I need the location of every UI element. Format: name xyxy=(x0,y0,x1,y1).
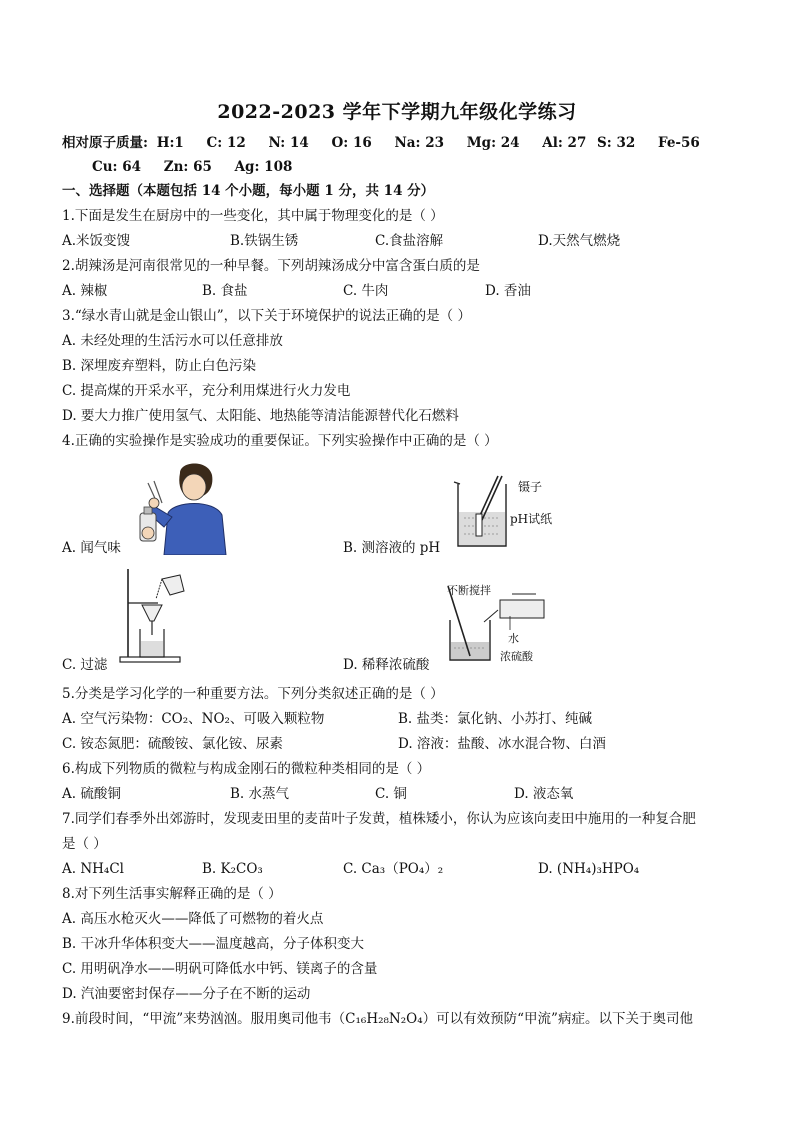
water-label: 水 xyxy=(508,632,519,645)
atomic-mass-item: H:1 xyxy=(156,135,184,151)
question-7-stem-cont: 是（ ） xyxy=(62,836,107,852)
q2-option-c: C. 牛肉 xyxy=(343,283,389,299)
ph-test-figure xyxy=(452,470,512,550)
q1-option-b: B.铁锅生锈 xyxy=(230,233,299,249)
question-5-stem: 5.分类是学习化学的一种重要方法。下列分类叙述正确的是（ ） xyxy=(62,686,444,702)
q1-option-c: C.食盐溶解 xyxy=(375,233,444,249)
atomic-mass-label: 相对原子质量: xyxy=(62,135,148,151)
atomic-mass-item: Al: 27 xyxy=(542,135,587,151)
conc-acid-label: 浓硫酸 xyxy=(500,650,533,663)
stir-label: 不断搅拌 xyxy=(447,584,491,597)
atomic-mass-item: Na: 23 xyxy=(394,135,444,151)
page-title: 2022-2023 学年下学期九年级化学练习 xyxy=(217,101,577,123)
q3-option-c: C. 提高煤的开采水平，充分利用煤进行火力发电 xyxy=(62,383,351,399)
q7-option-c: C. Ca₃（PO₄）₂ xyxy=(343,861,444,877)
q4-option-a: A. 闻气味 xyxy=(62,540,121,556)
question-3-stem: 3.“绿水青山就是金山银山”，以下关于环境保护的说法正确的是（ ） xyxy=(62,308,471,324)
q3-option-d: D. 要大力推广使用氢气、太阳能、地热能等清洁能源替代化石燃料 xyxy=(62,408,459,424)
q6-option-b: B. 水蒸气 xyxy=(230,786,290,802)
q1-option-d: D.天然气燃烧 xyxy=(538,233,621,249)
q2-option-b: B. 食盐 xyxy=(202,283,248,299)
q5-option-a: A. 空气污染物：CO₂、NO₂、可吸入颗粒物 xyxy=(62,711,325,727)
question-7-stem: 7.同学们春季外出郊游时，发现麦田里的麦苗叶子发黄，植株矮小，你认为应该向麦田中施用的一种复合肥 xyxy=(62,811,696,827)
q8-option-a: A. 高压水枪灭火——降低了可燃物的着火点 xyxy=(62,911,324,927)
q8-option-b: B. 干冰升华体积变大——温度越高，分子体积变大 xyxy=(62,936,365,952)
q8-option-d: D. 汽油要密封保存——分子在不断的运动 xyxy=(62,986,311,1002)
atomic-mass-row-2 xyxy=(92,158,310,176)
atomic-mass-row-1 xyxy=(62,134,718,152)
atomic-mass-item: O: 16 xyxy=(331,135,372,151)
q4-option-d: D. 稀释浓硫酸 xyxy=(343,657,430,673)
q8-option-c: C. 用明矾净水——明矾可降低水中钙、镁离子的含量 xyxy=(62,961,378,977)
q3-option-a: A. 未经处理的生活污水可以任意排放 xyxy=(62,333,283,349)
question-9-stem: 9.前段时间，“甲流”来势汹汹。服用奥司他韦（C₁₆H₂₈N₂O₄）可以有效预防“甲流”病症。以下关于奥司他 xyxy=(62,1011,693,1027)
q4-option-c: C. 过滤 xyxy=(62,657,108,673)
smell-gas-figure xyxy=(128,455,228,555)
atomic-mass-item: N: 14 xyxy=(268,135,309,151)
q2-option-d: D. 香油 xyxy=(485,283,531,299)
ph-paper-label: pH试纸 xyxy=(510,512,553,526)
question-4-stem: 4.正确的实验操作是实验成功的重要保证。下列实验操作中正确的是（ ） xyxy=(62,433,498,449)
q6-option-d: D. 液态氧 xyxy=(514,786,574,802)
q4-option-b: B. 测溶液的 pH xyxy=(343,540,441,556)
atomic-mass-item: C: 12 xyxy=(206,135,246,151)
q5-option-b: B. 盐类：氯化钠、小苏打、纯碱 xyxy=(398,711,593,727)
q5-option-c: C. 铵态氮肥：硫酸铵、氯化铵、尿素 xyxy=(62,736,283,752)
section-heading: 一、选择题（本题包括 14 个小题，每小题 1 分，共 14 分） xyxy=(62,183,435,199)
atomic-mass-item: Ag: 108 xyxy=(234,159,293,175)
q7-option-b: B. K₂CO₃ xyxy=(202,861,263,877)
question-2-stem: 2.胡辣汤是河南很常见的一种早餐。下列胡辣汤成分中富含蛋白质的是 xyxy=(62,258,480,274)
atomic-mass-item: Zn: 65 xyxy=(163,159,212,175)
q7-option-a: A. NH₄Cl xyxy=(62,861,124,877)
q1-option-a: A.米饭变馊 xyxy=(62,233,131,249)
q6-option-a: A. 硫酸铜 xyxy=(62,786,121,802)
atomic-mass-item: Fe-56 xyxy=(657,135,700,151)
q5-option-d: D. 溶液：盐酸、冰水混合物、白酒 xyxy=(398,736,606,752)
atomic-mass-item: Cu: 64 xyxy=(92,159,142,175)
q7-option-d: D. (NH₄)₃HPO₄ xyxy=(538,861,640,877)
filtration-figure xyxy=(118,565,198,665)
question-1-stem: 1.下面是发生在厨房中的一些变化，其中属于物理变化的是（ ） xyxy=(62,208,444,224)
tweezers-label: 镊子 xyxy=(518,480,543,494)
q2-option-a: A. 辣椒 xyxy=(62,283,108,299)
question-6-stem: 6.构成下列物质的微粒与构成金刚石的微粒种类相同的是（ ） xyxy=(62,761,431,777)
question-8-stem: 8.对下列生活事实解释正确的是（ ） xyxy=(62,886,282,902)
atomic-mass-item: Mg: 24 xyxy=(466,135,520,151)
q6-option-c: C. 铜 xyxy=(375,786,407,802)
atomic-mass-item: S: 32 xyxy=(597,135,636,151)
q3-option-b: B. 深埋废弃塑料，防止白色污染 xyxy=(62,358,257,374)
